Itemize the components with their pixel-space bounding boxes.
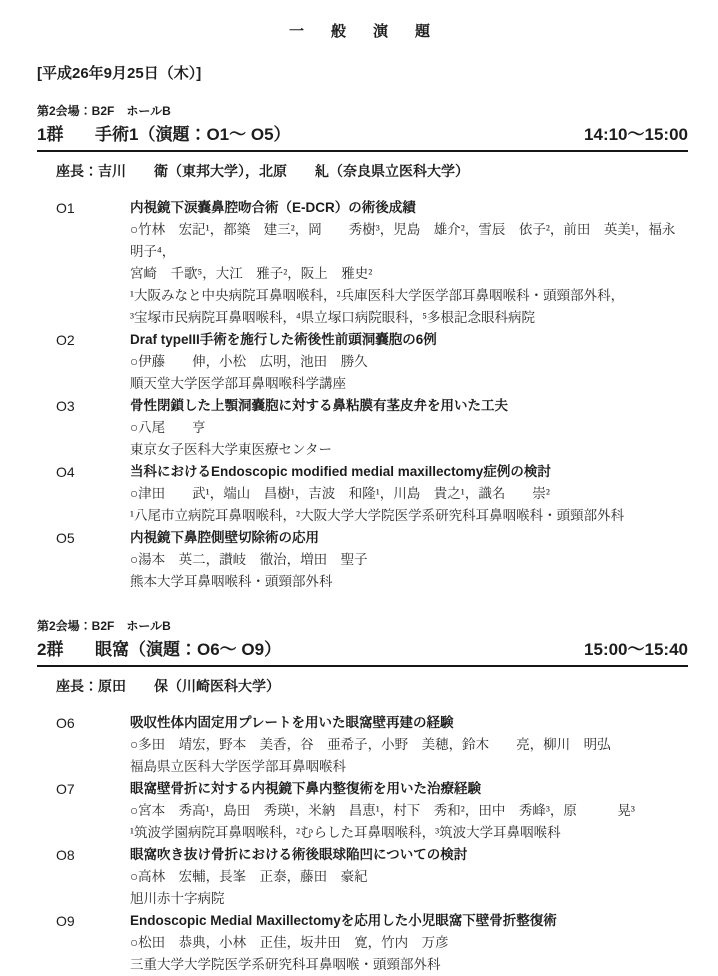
presentation-title: 内視鏡下鼻腔側壁切除術の応用 xyxy=(130,530,319,545)
group-number: 1群 xyxy=(37,125,64,144)
presentation-number: O3 xyxy=(56,398,75,414)
venue-label: 第2会場：B2F ホールB xyxy=(37,104,171,118)
presentation-title: Draf typeIII手術を施行した術後性前頭洞嚢胞の6例 xyxy=(130,332,437,347)
author-line: ○多田 靖宏，野本 美香，谷 亜希子，小野 美穂，鈴木 亮，柳川 明弘 xyxy=(130,737,611,752)
group-time: 15:00〜15:40 xyxy=(584,640,688,659)
presentation-O1 xyxy=(56,197,688,329)
affiliation-line: 熊本大学耳鼻咽喉科・頭頸部外科 xyxy=(130,574,333,589)
affiliation-line: ¹大阪みなと中央病院耳鼻咽喉科，²兵庫医科大学医学部耳鼻咽喉科・頭頸部外科， xyxy=(130,288,625,303)
affiliation-line: ³宝塚市民病院耳鼻咽喉科，⁴県立塚口病院眼科，⁵多根記念眼科病院 xyxy=(130,310,535,325)
presentation-title: 眼窩壁骨折に対する内視鏡下鼻内整復術を用いた治療経験 xyxy=(130,781,481,796)
presentation-title: 当科におけるEndoscopic modified medial maxillectomy症例の検討 xyxy=(130,464,551,479)
affiliation-line: 順天堂大学医学部耳鼻咽喉科学講座 xyxy=(130,376,346,391)
author-line: ○竹林 宏記¹，都築 建三²，岡 秀樹³，児島 雄介²，雪辰 依子²，前田 英美¹，福永 明子⁴， xyxy=(130,222,689,259)
presentation-number: O4 xyxy=(56,464,75,480)
author-line: ○伊藤 伸，小松 広明，池田 勝久 xyxy=(130,354,368,369)
affiliation-line: 旭川赤十字病院 xyxy=(130,891,225,906)
presentation-number: O1 xyxy=(56,200,75,216)
presentation-O9 xyxy=(56,910,688,976)
presentation-number: O7 xyxy=(56,781,75,797)
affiliation-line: 三重大学大学院医学系研究科耳鼻咽喉・頭頸部外科 xyxy=(130,957,441,972)
author-line: 宮崎 千歌⁵，大江 雅子²，阪上 雅史² xyxy=(130,266,373,281)
presentation-list xyxy=(56,712,688,976)
affiliation-line: ¹筑波学園病院耳鼻咽喉科，²むらした耳鼻咽喉科，³筑波大学耳鼻咽喉科 xyxy=(130,825,561,840)
presentation-O6 xyxy=(56,712,688,778)
venue-label: 第2会場：B2F ホールB xyxy=(37,619,171,633)
page-title: 一 般 演 題 xyxy=(288,23,436,40)
author-line: ○宮本 秀高¹，島田 秀瑛¹，米納 昌恵¹，村下 秀和²，田中 秀峰³，原 晃³ xyxy=(130,803,635,818)
presentation-title: 骨性閉鎖した上顎洞嚢胞に対する鼻粘膜有茎皮弁を用いた工夫 xyxy=(130,398,508,413)
session-group-2 xyxy=(37,619,688,976)
affiliation-line: ¹八尾市立病院耳鼻咽喉科，²大阪大学大学院医学系研究科耳鼻咽喉科・頭頸部外科 xyxy=(130,508,625,523)
presentation-title: Endoscopic Medial Maxillectomyを応用した小児眼窩下壁骨折整復術 xyxy=(130,913,557,928)
date-heading: [平成26年9月25日（木）] xyxy=(37,65,202,82)
presentation-O5 xyxy=(56,527,688,593)
presentation-O2 xyxy=(56,329,688,395)
session-group-1 xyxy=(37,104,688,593)
author-line: ○松田 恭典，小林 正佳，坂井田 寛，竹内 万彦 xyxy=(130,935,449,950)
group-title: 眼窩（演題：O6〜 O9） xyxy=(95,640,282,659)
presentation-title: 吸収性体内固定用プレートを用いた眼窩壁再建の経験 xyxy=(130,715,454,730)
group-title: 手術1（演題：O1〜 O5） xyxy=(95,125,291,144)
presentation-title: 眼窩吹き抜け骨折における術後眼球陥凹についての検討 xyxy=(130,847,468,862)
group-number: 2群 xyxy=(37,640,64,659)
presentation-O8 xyxy=(56,844,688,910)
presentation-O4 xyxy=(56,461,688,527)
author-line: ○湯本 英二，讃岐 徹治，増田 聖子 xyxy=(130,552,368,567)
group-header-row xyxy=(37,639,688,667)
presentation-number: O8 xyxy=(56,847,75,863)
affiliation-line: 福島県立医科大学医学部耳鼻咽喉科 xyxy=(130,759,346,774)
presentation-O3 xyxy=(56,395,688,461)
presentation-number: O5 xyxy=(56,530,75,546)
presentation-list xyxy=(56,197,688,593)
presentation-number: O2 xyxy=(56,332,75,348)
affiliation-line: 東京女子医科大学東医療センター xyxy=(130,442,332,457)
chair-line: 座長：原田 保（川崎医科大学） xyxy=(56,678,280,694)
presentation-O7 xyxy=(56,778,688,844)
presentation-number: O6 xyxy=(56,715,75,731)
chair-line: 座長：吉川 衛（東邦大学），北原 糺（奈良県立医科大学） xyxy=(56,163,469,179)
presentation-title: 内視鏡下涙嚢鼻腔吻合術（E-DCR）の術後成績 xyxy=(130,200,416,215)
presentation-number: O9 xyxy=(56,913,75,929)
author-line: ○八尾 亨 xyxy=(130,420,206,435)
author-line: ○高林 宏輔，長峯 正泰，藤田 豪紀 xyxy=(130,869,368,884)
author-line: ○津田 武¹，端山 昌樹¹，吉波 和隆¹，川島 貴之¹，識名 崇² xyxy=(130,486,550,501)
group-header-row xyxy=(37,124,688,152)
group-time: 14:10〜15:00 xyxy=(584,125,688,144)
